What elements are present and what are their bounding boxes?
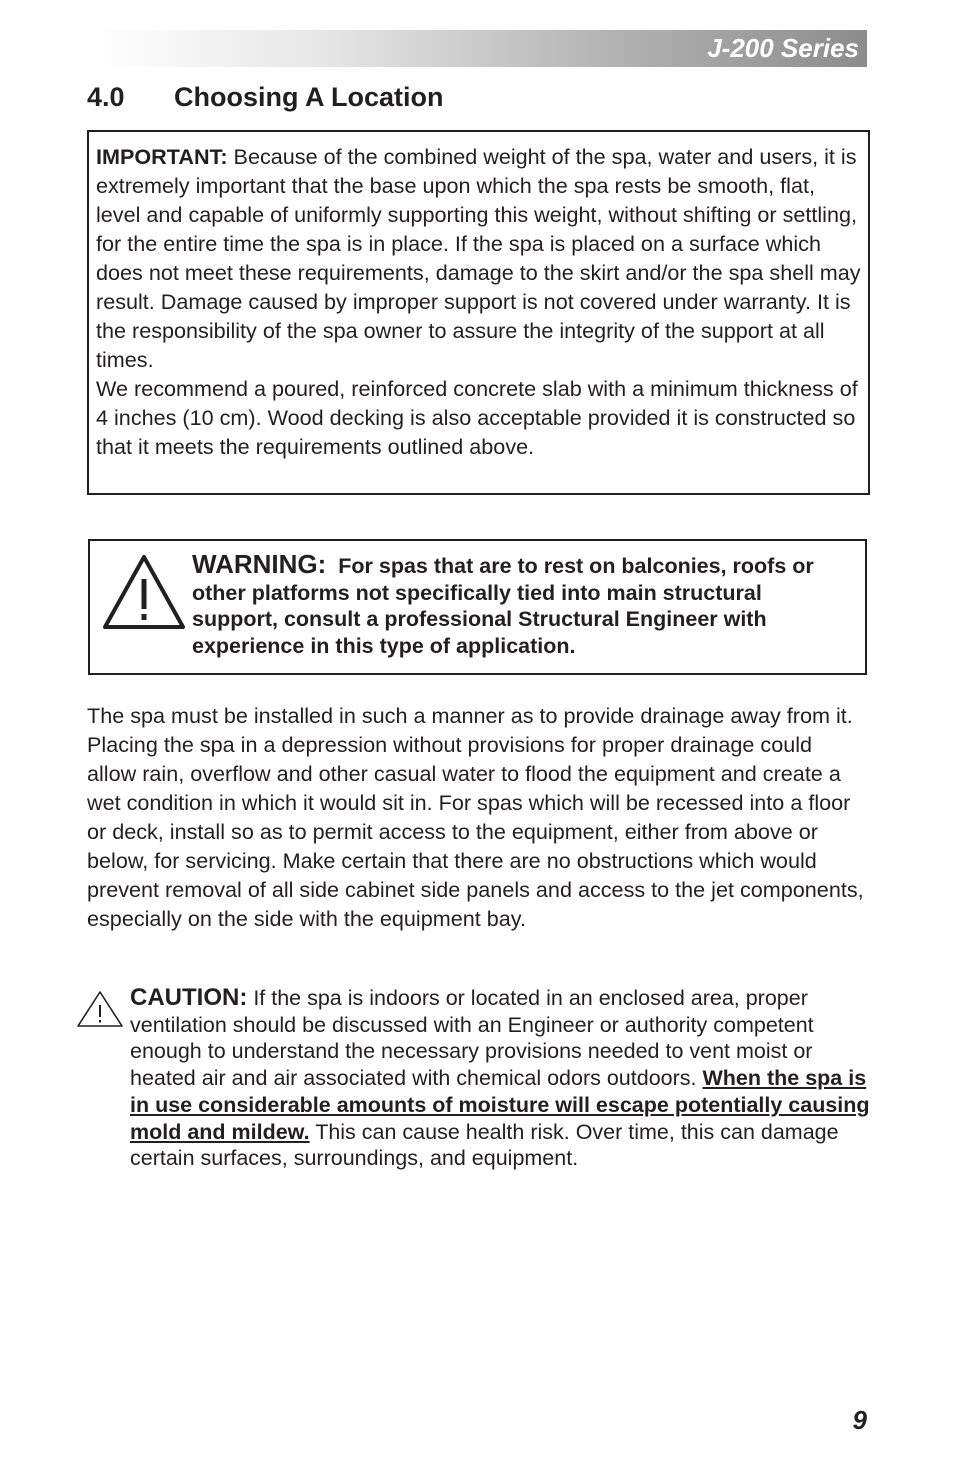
drainage-paragraph: The spa must be installed in such a manner as to provide drainage away from it. Placing the spa in a depression without provisions for proper drainage could allow rain, overflow and other casual water to flood the equipment and create a wet condition in which it would sit in. For spas which will be recessed into a floor or deck, install so as to permit access to the equipment, either from above or below, for servicing. Make certain that there are no obstructions which would prevent removal of all side cabinet side panels and access to the jet components, especially on the side with the equipment bay. <box>87 703 864 931</box>
section-heading <box>87 82 443 113</box>
important-text: Because of the combined weight of the spa, water and users, it is extremely important that the base upon which the spa rests be smooth, flat, level and capable of uniformly supporting this weight, without shifting or settling, for the entire time the spa is in place. If the spa is placed on a surface which does not meet these requirements, damage to the skirt and/or the spa shell may result. Damage caused by improper support is not covered under warranty. It is the responsibility of the spa owner to assure the integrity of the support at all times. <box>96 144 861 372</box>
caution-text-block <box>130 985 870 1172</box>
warning-box <box>88 539 867 675</box>
section-number: 4.0 <box>87 82 125 112</box>
warning-label: WARNING: <box>192 549 327 579</box>
caution-label: CAUTION: <box>130 984 248 1011</box>
page-number: 9 <box>852 1405 867 1435</box>
caution-triangle-icon <box>76 990 124 1028</box>
caution-emphasis: When the spa is in use considerable amounts of moisture will escape potentially causing mold and mildew. <box>130 1066 870 1144</box>
important-paragraph-2: We recommend a poured, reinforced concrete slab with a minimum thickness of 4 inches (10 cm). Wood decking is also acceptable provided it is constructed so that it meets the requirements outlined above. <box>96 376 858 459</box>
caution-text-2: This can cause health risk. Over time, this can damage certain surfaces, surroundings, and equipment. <box>130 1119 839 1171</box>
section-title: Choosing A Location <box>174 82 444 112</box>
important-paragraph <box>96 142 862 374</box>
warning-text: For spas that are to rest on balconies, roofs or other platforms not specifically tied into main structural support, consult a professional Structural Engineer with experience in this type of application. <box>192 554 814 658</box>
important-notice-box <box>87 130 870 495</box>
warning-text-block <box>192 551 852 659</box>
series-title: J-200 Series <box>707 33 859 63</box>
important-label: IMPORTANT: <box>96 144 228 169</box>
warning-triangle-icon <box>101 553 187 631</box>
caution-text-1: If the spa is indoors or located in an enclosed area, proper ventilation should be discussed with an Engineer or authority competent enough to understand the necessary provisions needed to vent moist or heated air and air associated with chemical odors outdoors. <box>130 986 814 1091</box>
